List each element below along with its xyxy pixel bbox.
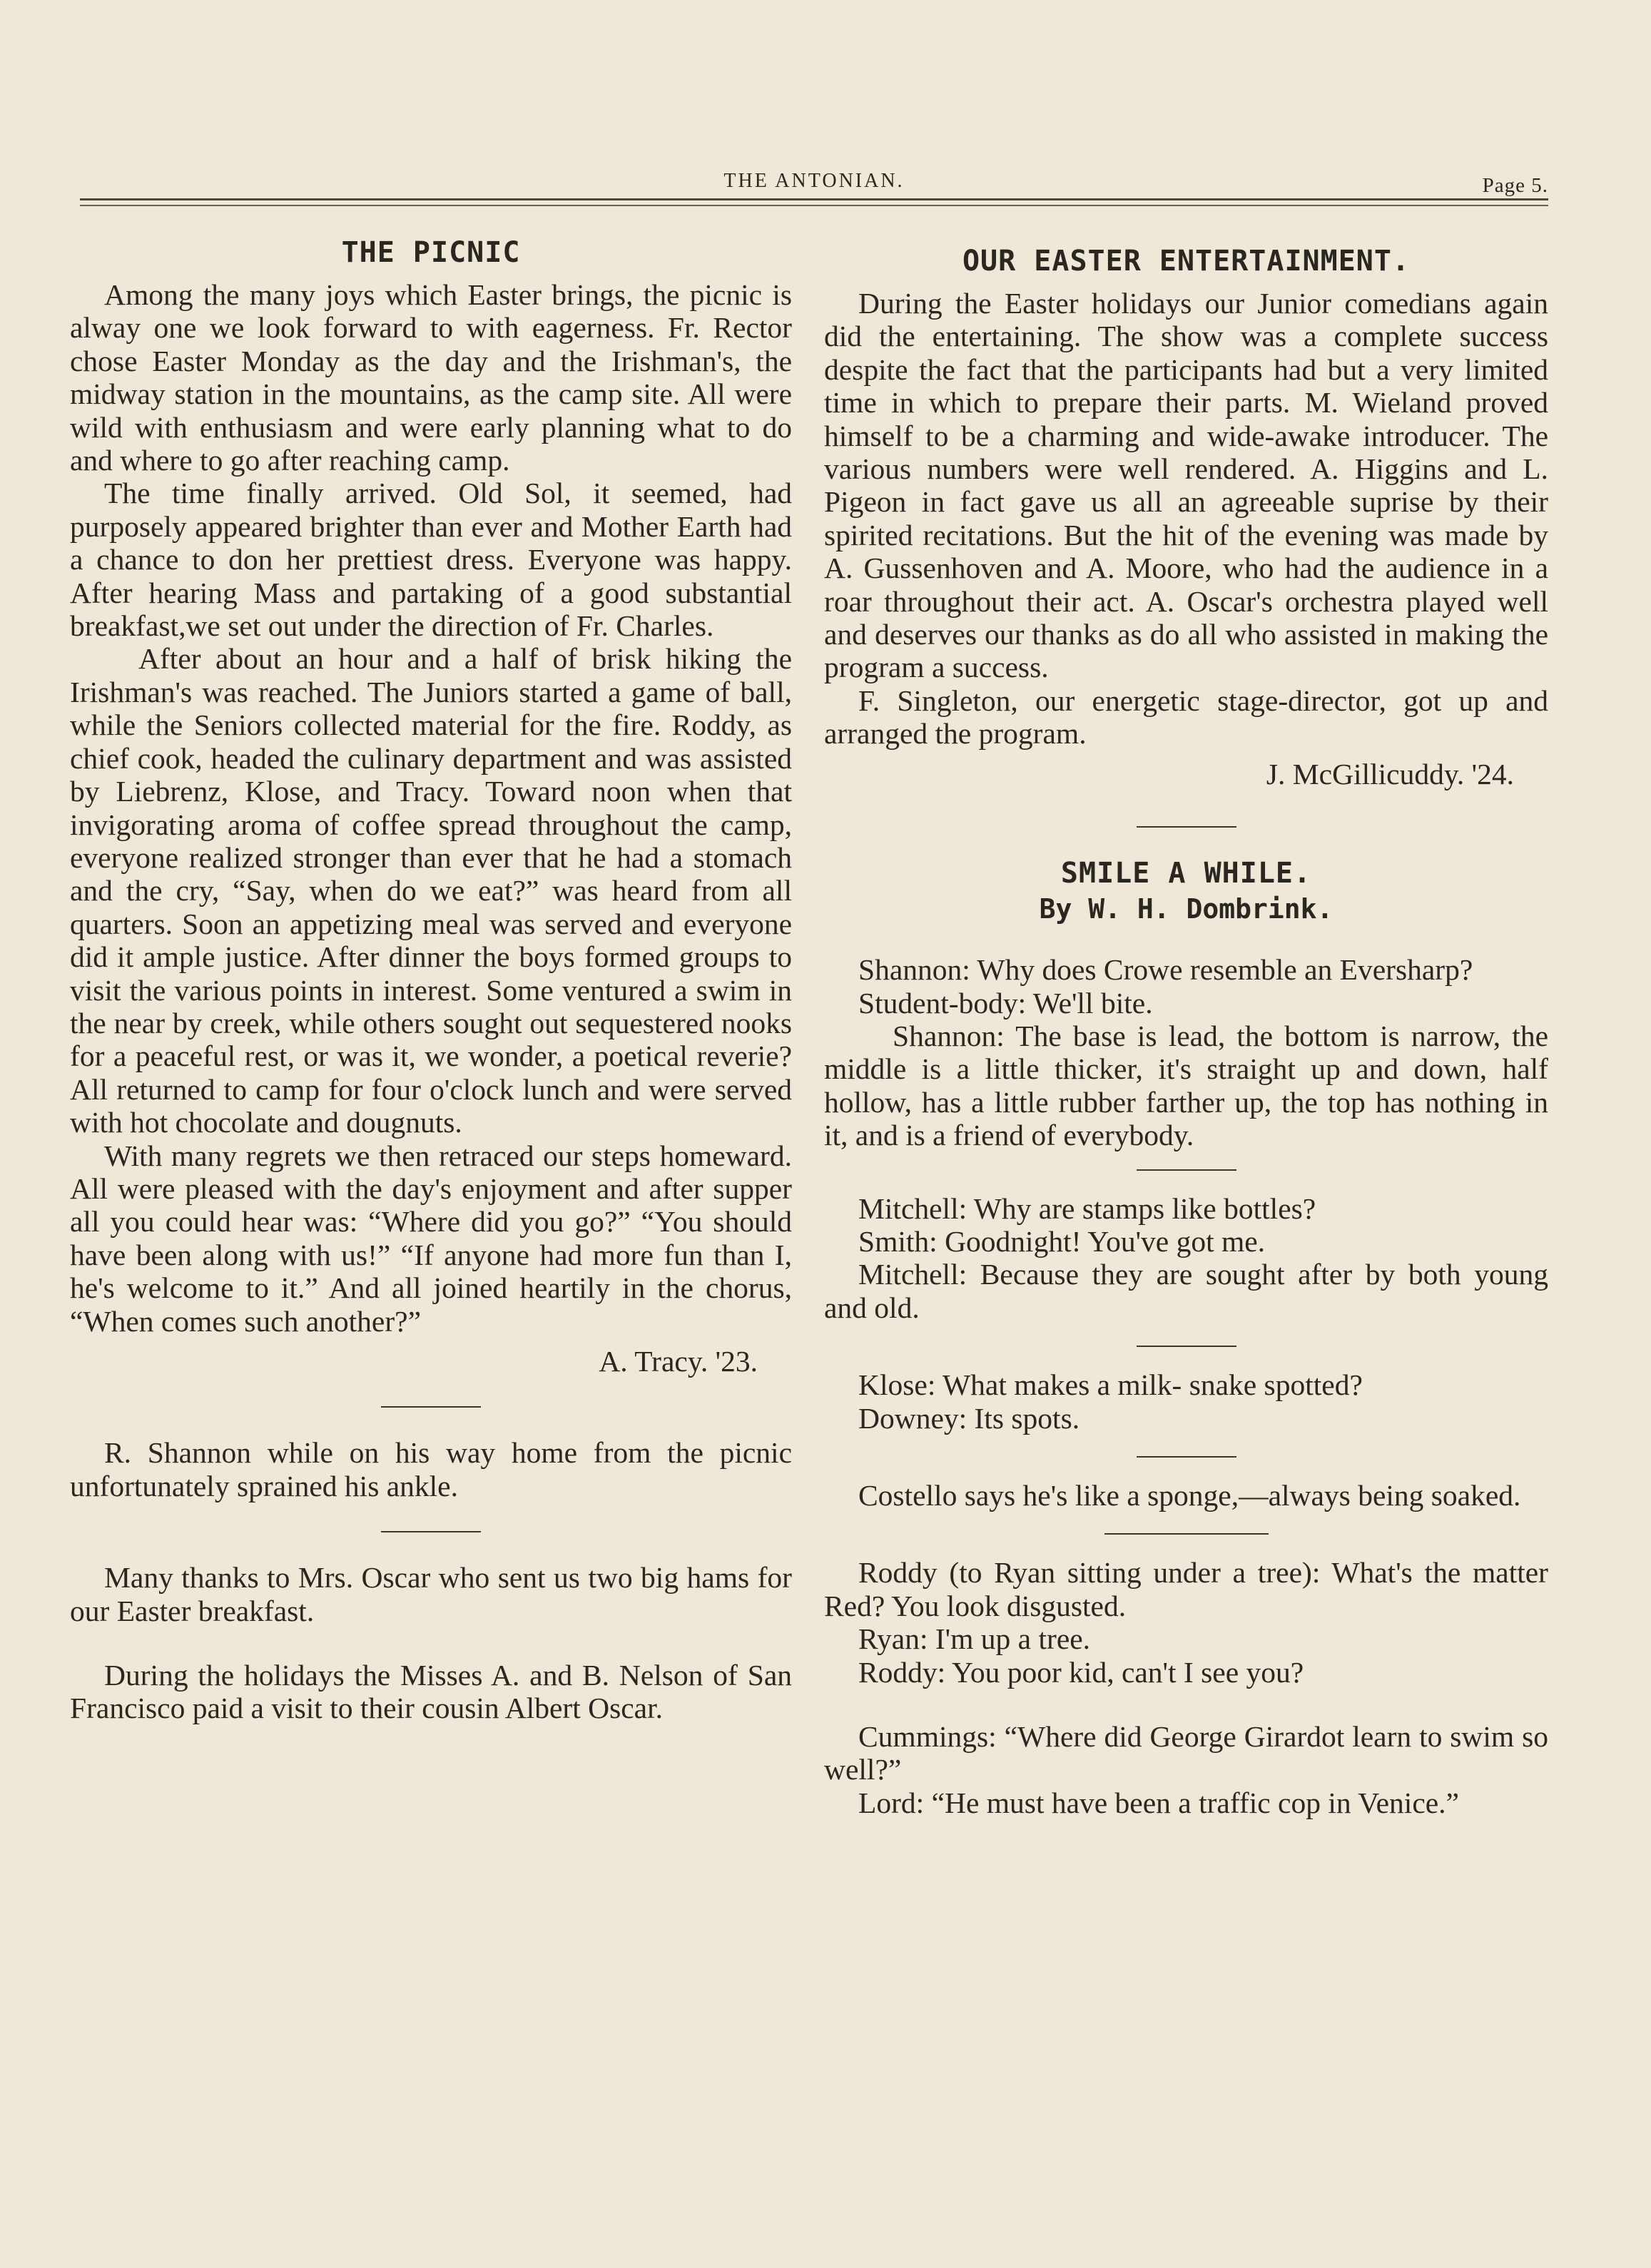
separator-rule (1137, 826, 1236, 828)
joke-line: Smith: Goodnight! You've got me. (858, 1224, 1266, 1258)
joke-line: Student-body: We'll bite. (858, 986, 1153, 1019)
joke-line: Ryan: I'm up a tree. (858, 1622, 1091, 1656)
joke-line: Cummings: “Where did George Girardot learn to swim so well?” (824, 1720, 1548, 1786)
separator-rule (1104, 1533, 1269, 1535)
joke-block (824, 1192, 1548, 1325)
separator-rule (381, 1406, 481, 1408)
spacer (824, 1689, 1548, 1720)
note-item: During the holidays the Misses A. and B. Nelson of San Francisco paid a visit to their cousin Albert Oscar. (70, 1659, 792, 1725)
joke-block (824, 953, 1548, 1151)
masthead (80, 166, 1548, 197)
smile-headline: SMILE A WHILE. (1060, 857, 1312, 890)
separator-rule (1137, 1169, 1236, 1171)
easter-paragraph: F. Singleton, our energetic stage-director, got up and arranged the program. (824, 683, 1548, 751)
separator-rule (381, 1531, 481, 1532)
joke-block (824, 1479, 1548, 1512)
left-column (70, 228, 792, 1725)
easter-signature: J. McGillicuddy. '24. (1266, 757, 1514, 790)
joke-block (824, 1556, 1548, 1689)
note-item: Many thanks to Mrs. Oscar who sent us two big hams for our Easter breakfast. (70, 1561, 792, 1627)
joke-line: Shannon: The base is lead, the bottom is narrow, the middle is a little thicker, it's straight up and down, half hollow, has a little rubber farther up, the top has nothing in it, and is a friend of everybody. (824, 1019, 1548, 1152)
joke-block (824, 1720, 1548, 1819)
picnic-signature: A. Tracy. '23. (599, 1345, 758, 1378)
page-number: Page 5. (1482, 174, 1548, 197)
header-rule (80, 198, 1548, 200)
right-column (824, 228, 1548, 1819)
joke-line: Roddy (to Ryan sitting under a tree): What's the matter Red? You look disgusted. (824, 1556, 1548, 1622)
easter-headline: OUR EASTER ENTERTAINMENT. (962, 245, 1411, 278)
joke-line: Mitchell: Why are stamps like bottles? (858, 1191, 1316, 1225)
note-item: R. Shannon while on his way home from the picnic unfortunately sprained his ankle. (70, 1436, 792, 1502)
joke-line: Mitchell: Because they are sought after by both young and old. (824, 1258, 1548, 1324)
joke-line: Downey: Its spots. (858, 1401, 1080, 1435)
spacer (70, 1627, 792, 1659)
easter-paragraph: During the Easter holidays our Junior comedians again did the entertaining. The show was a complete success despite the fact that the participants had but a very limited time in which to prepare their parts. M. Wieland proved himself to be a charming and wide-awake introducer. The various numbers were well rendered. A. Higgins and L. Pigeon in fact gave us all an agreeable suprise by their spirited recitations. But the hit of the evening was made by A. Gussenhoven and A. Moore, who had the audience in a roar throughout their act. A. Oscar's orchestra played well and deserves our thanks as do all who assisted in making the program a success. (824, 287, 1548, 684)
picnic-paragraph: The time finally arrived. Old Sol, it seemed, had purposely appeared brighter than ever and Mother Earth had a chance to don her prettiest dress. Everyone was happy. After hearing Mass and partaking of a good substantial breakfast,we set out under the direction of Fr. Charles. (70, 477, 792, 643)
smile-byline: By W. H. Dombrink. (1039, 893, 1334, 925)
picnic-paragraph: Among the many joys which Easter brings, the picnic is alway one we look forward to with eagerness. Fr. Rector chose Easter Monday as the day and the Irishman's, the midway station in the mountains, as the camp site. All were wild with enthusiasm and were early planning what to do and where to go after reaching camp. (70, 278, 792, 477)
picnic-paragraph: With many regrets we then retraced our steps homeward. All were pleased with the day's enjoyment and after supper all you could hear was: “Where did you go?” “You should have been along with us!” “If anyone had more fun than I, he's welcome to it.” And all joined heartily in the chorus, “When comes such another?” (70, 1139, 792, 1338)
joke-line: Roddy: You poor kid, can't I see you? (858, 1655, 1304, 1689)
separator-rule (1137, 1456, 1236, 1458)
joke-line: Costello says he's like a sponge,—always being soaked. (858, 1478, 1521, 1512)
publication-title: THE ANTONIAN. (723, 170, 905, 192)
separator-rule (1137, 1346, 1236, 1347)
header-rule-secondary (80, 205, 1548, 206)
joke-line: Shannon: Why does Crowe resemble an Eversharp? (858, 953, 1473, 987)
joke-line: Klose: What makes a milk- snake spotted? (858, 1368, 1363, 1402)
joke-block (824, 1368, 1548, 1435)
picnic-paragraph: After about an hour and a half of brisk hiking the Irishman's was reached. The Juniors started a game of ball, while the Seniors collected material for the fire. Roddy, as chief cook, headed the culinary department and was assisted by Liebrenz, Klose, and Tracy. Toward noon when that invigorating aroma of coffee spread throughout the camp, everyone realized stronger than ever that he had a stomach and the cry, “Say, when do we eat?” was heard from all quarters. Soon an appetizing meal was served and everyone did it ample justice. After dinner the boys formed groups to visit the various points in interest. Some ventured a swim in the near by creek, while others sought out sequestered nooks for a peaceful rest, or was it, we wonder, a poetical reverie? All returned to camp for four o'clock lunch and were served with hot chocolate and dougnuts. (70, 642, 792, 1139)
joke-line: Lord: “He must have been a traffic cop in Venice.” (858, 1786, 1459, 1819)
picnic-headline: THE PICNIC (341, 236, 521, 269)
